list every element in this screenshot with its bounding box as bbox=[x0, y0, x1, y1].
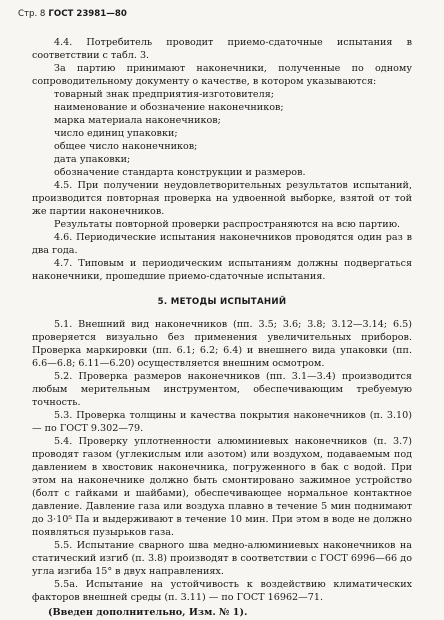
paragraph-4-5: 4.5. При получении неудовлетворительных результатов испытаний, производится повторная проверка на удвоенной выборке, взятой от той же партии наконечников. bbox=[32, 180, 412, 217]
lot-intro: За партию принимают наконечники, полученные по одному сопроводительному документу о качестве, в котором указываются: bbox=[32, 63, 412, 87]
list-item: дата упаковки; bbox=[54, 154, 131, 165]
paragraph-4-7: 4.7. Типовым и периодическим испытаниям должны подвергаться наконечники, прошедшие приемо-сдаточные испытания. bbox=[32, 258, 412, 282]
paragraph-5-5a: 5.5а. Испытание на устойчивость к воздействию климатических факторов внешней среды (п. 3.11) — по ГОСТ 16962—71. bbox=[32, 579, 412, 603]
amendment-note: (Введен дополнительно, Изм. № 1). bbox=[48, 607, 248, 618]
list-item: обозначение стандарта конструкции и размеров. bbox=[54, 167, 306, 178]
list-item: марка материала наконечников; bbox=[54, 115, 221, 126]
paragraph-5-3: 5.3. Проверка толщины и качества покрытия наконечников (п. 3.10) — по ГОСТ 9.302—79. bbox=[32, 410, 412, 434]
list-item: наименование и обозначение наконечников; bbox=[54, 102, 284, 113]
paragraph-5-2: 5.2. Проверка размеров наконечников (пп. 3.1—3.4) производится любым мерительным инструментом, обеспечивающим требуемую точность. bbox=[32, 371, 412, 408]
list-item: общее число наконечников; bbox=[54, 141, 198, 152]
list-item: число единиц упаковки; bbox=[54, 128, 178, 139]
paragraph-5-4: 5.4. Проверку уплотненности алюминиевых наконечников (п. 3.7) проводят газом (углекислым или азотом) или воздухом, подаваемым под давлением в хвостовик наконечника, погруженного в бак с водой. При этом на наконечнике должно быть смонтировано зажимное устройство (болт с гайками и шайбами), обеспечивающее нормальное контактное давление. Давление газа или воздуха плавно в течение 5 мин поднимают до 3·10⁵ Па и выдерживают в течение 10 мин. При этом в воде не должно появляться пузырьков газа. bbox=[32, 436, 412, 538]
page-number: Стр. 8 bbox=[18, 9, 46, 19]
section-title: 5. МЕТОДЫ ИСПЫТАНИЙ bbox=[157, 297, 287, 307]
paragraph-4-6: 4.6. Периодические испытания наконечников проводятся один раз в два года. bbox=[32, 232, 412, 256]
paragraph-5-5: 5.5. Испытание сварного шва медно-алюминиевых наконечников на статический изгиб (п. 3.8) производят в соответствии с ГОСТ 6996—66 до угла изгиба 15° в двух направлениях. bbox=[32, 540, 412, 577]
lot-document-list bbox=[32, 88, 412, 179]
paragraph-5-1: 5.1. Внешний вид наконечников (пп. 3.5; 3.6; 3.8; 3.12—3.14; 6.5) проверяется визуально без применения увеличительных приборов. Проверка маркировки (пп. 6.1; 6.2; 6.4) и внешнего вида упаковки (пп. 6.6—6.8; 6.11—6.20) осуществляется внешним осмотром. bbox=[32, 319, 412, 369]
paragraph-4-4: 4.4. Потребитель проводит приемо-сдаточные испытания в соответствии с табл. 3. bbox=[32, 37, 412, 61]
standard-code: ГОСТ 23981—80 bbox=[48, 9, 127, 19]
list-item: товарный знак предприятия-изготовителя; bbox=[54, 89, 274, 100]
page-header bbox=[18, 8, 412, 20]
paragraph-4-5-repeat: Результаты повторной проверки распространяются на всю партию. bbox=[54, 219, 401, 230]
